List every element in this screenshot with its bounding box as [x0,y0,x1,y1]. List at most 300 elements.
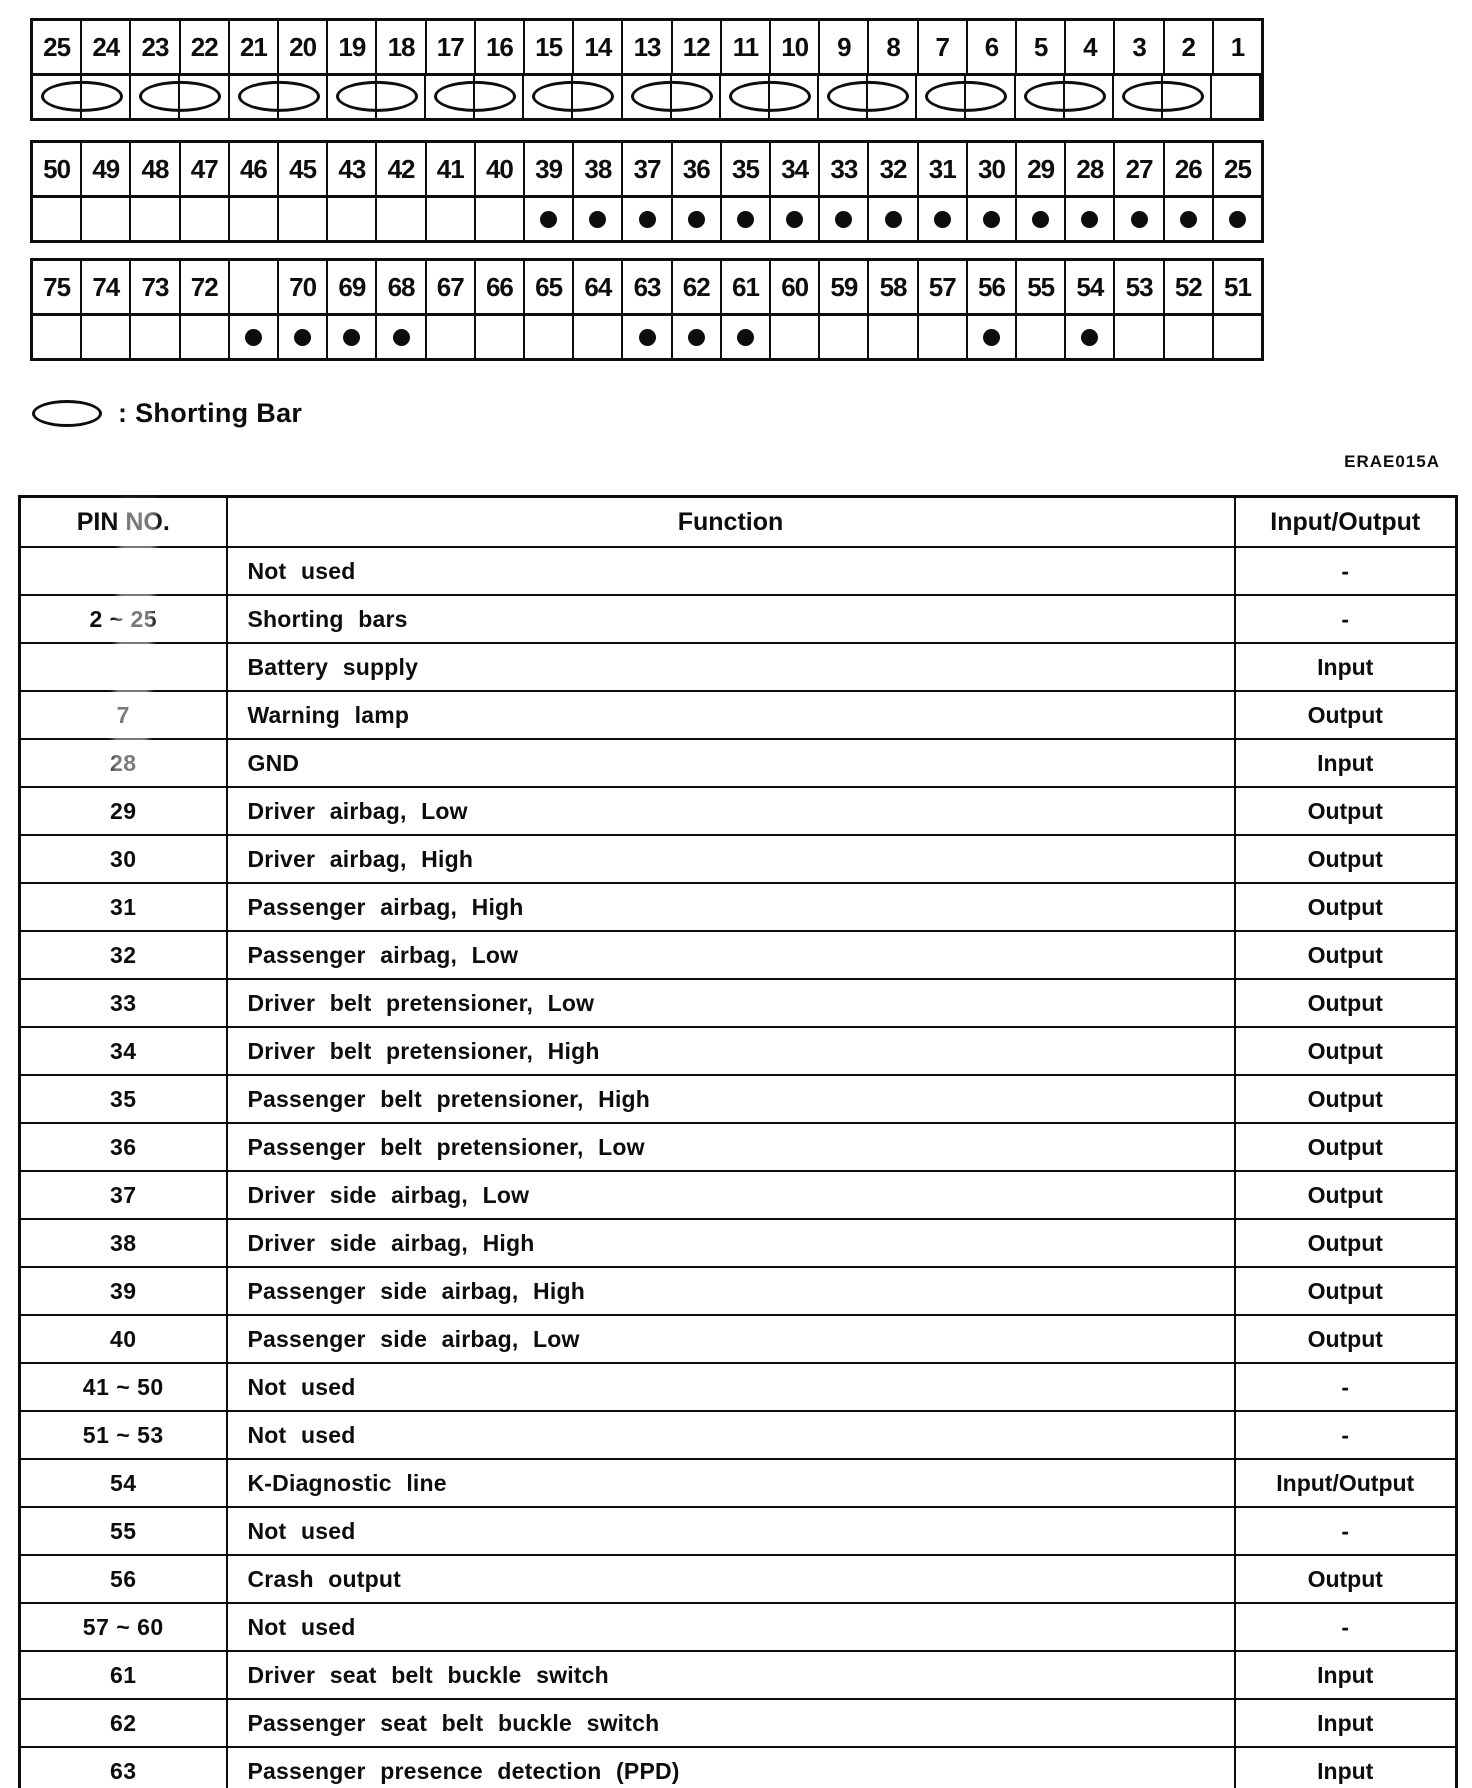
pin-symbol-cell [771,198,820,240]
pin-number-cell [279,21,328,73]
pin-symbol-cell [1066,316,1115,358]
pin-number-cell [1115,261,1164,313]
shorting-bar-icon [336,81,418,112]
pin-number-cell [869,143,918,195]
pin-number-cell [1066,261,1115,313]
pin-number: 41 [436,153,464,184]
pin-number-cell [427,21,476,73]
pin-number-cell [377,261,426,313]
used-pin-dot-icon [983,211,1000,228]
used-pin-dot-icon [688,211,705,228]
function-cell: Not used [227,1363,1235,1411]
pin-no-cell: 32 [20,931,227,979]
table-row [20,1123,1457,1171]
pin-number: 3 [1132,31,1146,62]
table-header-row [20,497,1457,548]
legend [32,398,302,429]
pin-number: 69 [338,271,366,302]
shorting-bar-icon [238,81,320,112]
used-pin-dot-icon [540,211,557,228]
pin-number: 70 [289,271,317,302]
pin-number-cell [919,143,968,195]
pin-symbol-cell [427,198,476,240]
pin-number-cell [1214,21,1261,73]
function-cell: Crash output [227,1555,1235,1603]
pin-number-cell [476,261,525,313]
pin-symbol-cell [82,198,131,240]
pin-no-cell: 35 [20,1075,227,1123]
pin-number: 43 [338,153,366,184]
legend-label: : Shorting Bar [118,398,303,428]
pin-symbol-cell [919,198,968,240]
pin-number: 52 [1174,271,1202,302]
pin-number-cell [1165,21,1214,73]
pin-symbol-row [33,316,1261,358]
table-row [20,691,1457,739]
pin-number: 32 [879,153,907,184]
function-cell: Not used [227,1411,1235,1459]
pin-number: 4 [1083,31,1097,62]
function-cell: Driver airbag, High [227,835,1235,883]
table-row [20,1459,1457,1507]
pin-symbol-cell [820,198,869,240]
io-cell: Output [1235,1219,1457,1267]
pin-symbol-cell [1115,198,1164,240]
pin-symbol-cell [328,316,377,358]
pin-number: 15 [535,31,563,62]
pin-number: 59 [830,271,858,302]
table-row [20,1747,1457,1788]
pin-number-cell [1214,261,1261,313]
function-cell: Passenger presence detection (PPD) [227,1747,1235,1788]
pin-no-cell [20,547,227,595]
pin-symbol-cell [1115,316,1164,358]
pin-number: 75 [43,271,71,302]
pin-symbol-row [33,198,1261,240]
table-row [20,643,1457,691]
pin-symbol-cell [623,198,672,240]
io-cell: - [1235,595,1457,643]
function-cell: GND [227,739,1235,787]
pin-number: 38 [584,153,612,184]
io-cell: Output [1235,1075,1457,1123]
function-cell: Passenger side airbag, High [227,1267,1235,1315]
used-pin-dot-icon [639,329,656,346]
function-cell: Driver airbag, Low [227,787,1235,835]
pin-number-cell [1017,261,1066,313]
shorting-bar-icon [41,81,123,112]
pin-number-cell [33,21,82,73]
used-pin-dot-icon [245,329,262,346]
pin-number: 37 [633,153,661,184]
pin-number: 11 [732,31,759,62]
pin-number-cell [1165,261,1214,313]
function-cell: Passenger airbag, Low [227,931,1235,979]
pin-number: 9 [837,31,851,62]
table-row [20,1171,1457,1219]
used-pin-dot-icon [343,329,360,346]
pin-number: 62 [682,271,710,302]
pin-number: 19 [338,31,366,62]
pin-symbol-cell [574,198,623,240]
pin-symbol-cell [722,198,771,240]
function-cell: Passenger seat belt buckle switch [227,1699,1235,1747]
pin-number-cell [869,261,918,313]
used-pin-dot-icon [1081,329,1098,346]
pin-symbol-cell [1017,198,1066,240]
function-cell: Battery supply [227,643,1235,691]
function-cell: K-Diagnostic line [227,1459,1235,1507]
pin-number-cell [673,261,722,313]
io-cell: Input [1235,739,1457,787]
pin-symbol-cell [968,316,1017,358]
connector-row-pins-1-25 [30,18,1264,121]
used-pin-dot-icon [393,329,410,346]
pin-number-cell [33,261,82,313]
pin-number: 23 [141,31,169,62]
function-cell: Driver side airbag, Low [227,1171,1235,1219]
shorting-bar-icon [925,81,1007,112]
shorting-bar-icon [434,81,516,112]
pin-no-cell: 54 [20,1459,227,1507]
table-row [20,883,1457,931]
used-pin-dot-icon [983,329,1000,346]
figure-code: ERAE015A [1344,452,1440,471]
pin-number: 58 [879,271,907,302]
pin-no-cell: 31 [20,883,227,931]
pin-number-cell [230,261,279,313]
pin-number-cell [968,261,1017,313]
pin-number: 2 [1181,31,1195,62]
pin-number: 46 [239,153,267,184]
pin-symbol-cell [377,198,426,240]
pin-number: 27 [1125,153,1153,184]
table-row [20,1651,1457,1699]
pin-number: 26 [1174,153,1202,184]
pin-number-cell [623,143,672,195]
io-cell: - [1235,1363,1457,1411]
pin-number: 68 [387,271,415,302]
pin-symbol-cell [33,316,82,358]
shorting-bar-icon [729,81,811,112]
table-row [20,1555,1457,1603]
pin-no-cell: 29 [20,787,227,835]
pin-number: 42 [387,153,415,184]
pin-number: 8 [886,31,900,62]
pin-number: 48 [141,153,169,184]
shorting-bar-icon [139,81,221,112]
pin-no-cell: 7 [20,691,227,739]
pin-number-cell [427,143,476,195]
pin-number: 49 [92,153,120,184]
used-pin-dot-icon [1131,211,1148,228]
pin-number-cell [968,21,1017,73]
pin-no-cell: 33 [20,979,227,1027]
pin-no-cell: 57 ~ 60 [20,1603,227,1651]
pin-number-cell [771,143,820,195]
pin-symbol-cell [131,198,180,240]
function-cell: Driver side airbag, High [227,1219,1235,1267]
pin-table-body [20,547,1457,1788]
pin-number-cell [377,143,426,195]
pin-number-cell [574,21,623,73]
io-cell: Output [1235,979,1457,1027]
io-cell: - [1235,1507,1457,1555]
function-cell: Warning lamp [227,691,1235,739]
pin-symbol-cell [968,198,1017,240]
pin-number: 74 [92,271,120,302]
pin-no-cell: 61 [20,1651,227,1699]
pin-symbol-cell [771,316,820,358]
pin-number-cell [771,21,820,73]
pin-number-cell [279,143,328,195]
pin-number: 7 [935,31,949,62]
function-cell: Driver belt pretensioner, High [227,1027,1235,1075]
pin-number-cell [476,143,525,195]
pin-number: 39 [535,153,563,184]
pin-number-cell [722,21,771,73]
pin-number: 65 [535,271,563,302]
shorting-bar-icon [1024,81,1106,112]
pin-number-cell [919,21,968,73]
io-cell: Input [1235,1699,1457,1747]
pin-number: 60 [781,271,809,302]
pin-number: 21 [239,31,267,62]
shorting-bar-icon [1122,81,1204,112]
io-cell: Output [1235,1267,1457,1315]
pin-number-cell [968,143,1017,195]
used-pin-dot-icon [1180,211,1197,228]
pin-symbol-cell [131,316,180,358]
pin-number: 1 [1230,31,1245,62]
pin-symbol-cell [476,198,525,240]
used-pin-dot-icon [294,329,311,346]
pin-number: 47 [190,153,218,184]
used-pin-dot-icon [737,329,754,346]
pin-symbol-cell [1017,316,1066,358]
pin-symbol-cell [722,316,771,358]
pin-number-cell [820,21,869,73]
pin-no-cell: 56 [20,1555,227,1603]
pin-number: 25 [43,31,71,62]
shorting-bar-icon [32,400,102,427]
function-cell: Passenger airbag, High [227,883,1235,931]
pin-number: 61 [731,271,759,302]
pin-number-cell [279,261,328,313]
pin-number: 66 [485,271,513,302]
pin-number-cell [623,21,672,73]
pin-number: 57 [928,271,956,302]
pin-number-cell [230,143,279,195]
table-row [20,931,1457,979]
pin-number: 29 [1027,153,1055,184]
used-pin-dot-icon [1032,211,1049,228]
io-cell: - [1235,1603,1457,1651]
pin-no-cell: 37 [20,1171,227,1219]
shorting-bar-icon [532,81,614,112]
pin-number: 40 [485,153,513,184]
pin-symbol-cell [230,198,279,240]
pin-number-cell [230,21,279,73]
used-pin-dot-icon [934,211,951,228]
connector-row-pins-51-75 [30,258,1264,361]
pin-number: 63 [633,271,661,302]
pin-number: 25 [1224,153,1251,184]
function-cell: Not used [227,1507,1235,1555]
pin-number: 31 [928,153,956,184]
pin-number-cell [1115,143,1164,195]
table-row [20,1411,1457,1459]
pin-number: 5 [1033,31,1048,62]
pin-number-cell [771,261,820,313]
pin-number: 14 [584,31,612,62]
pin-symbol-cell [869,316,918,358]
function-cell: Passenger belt pretensioner, Low [227,1123,1235,1171]
pin-number-cell [82,21,131,73]
pin-number-cell [131,143,180,195]
io-cell: Output [1235,787,1457,835]
pin-symbol-cell [673,316,722,358]
pin-no-cell: 39 [20,1267,227,1315]
shorting-bar-icon [827,81,909,112]
pin-number: 64 [584,271,612,302]
io-cell: Output [1235,835,1457,883]
table-row [20,547,1457,595]
pin-number: 28 [1076,153,1104,184]
io-cell: Input [1235,1651,1457,1699]
io-cell: Output [1235,1123,1457,1171]
pin-number: 73 [141,271,169,302]
pin-number: 34 [781,153,809,184]
pin-no-cell: 28 [20,739,227,787]
io-cell: Input [1235,1747,1457,1788]
used-pin-dot-icon [786,211,803,228]
pin-number: 54 [1076,271,1104,302]
pin-number: 53 [1125,271,1153,302]
pin-number: 22 [190,31,218,62]
pin-number-cell [181,143,230,195]
pin-symbol-cell [1165,198,1214,240]
table-row [20,595,1457,643]
pin-no-cell: 30 [20,835,227,883]
pin-symbol-cell [869,198,918,240]
pin-number: 10 [781,31,809,62]
pin-number: 13 [633,31,661,62]
pin-number-cell [131,21,180,73]
pin-symbol-cell [525,316,574,358]
table-row [20,835,1457,883]
pin-symbol-cell [230,316,279,358]
header-function: Function [227,497,1235,548]
table-row [20,1027,1457,1075]
pin-number: 51 [1224,271,1251,302]
pin-symbol-cell [1165,316,1214,358]
pin-no-cell: 51 ~ 53 [20,1411,227,1459]
pin-symbol-cell [328,198,377,240]
pin-symbol-row [33,76,1261,118]
pin-symbol-cell [1214,316,1261,358]
pin-number: 30 [978,153,1005,184]
io-cell: - [1235,1411,1457,1459]
pin-number: 16 [485,31,513,62]
pin-symbol-cell [377,316,426,358]
pin-number: 33 [830,153,858,184]
used-pin-dot-icon [589,211,606,228]
table-row [20,1699,1457,1747]
pin-number-cell [476,21,525,73]
used-pin-dot-icon [885,211,902,228]
table-row [20,1267,1457,1315]
io-cell: Output [1235,1171,1457,1219]
pin-number: 35 [731,153,759,184]
used-pin-dot-icon [1081,211,1098,228]
header-input-output: Input/Output [1235,497,1457,548]
pin-number-cell [525,143,574,195]
pin-number: 45 [289,153,317,184]
function-cell: Passenger side airbag, Low [227,1315,1235,1363]
pin-symbol-cell [82,316,131,358]
pin-symbol-cell [1214,198,1261,240]
function-cell: Shorting bars [227,595,1235,643]
table-row [20,1363,1457,1411]
io-cell: Output [1235,883,1457,931]
pin-no-cell: 55 [20,1507,227,1555]
pin-number-cell [33,143,82,195]
pin-number-cell [722,261,771,313]
pin-number-cell [525,261,574,313]
pin-symbol-cell [1066,198,1115,240]
pin-symbol-cell [1212,76,1261,118]
table-row [20,979,1457,1027]
used-pin-dot-icon [1229,211,1246,228]
pin-symbol-cell [427,316,476,358]
pin-symbol-cell [525,198,574,240]
table-row [20,787,1457,835]
pin-number: 72 [190,271,218,302]
pin-number-cell [82,143,131,195]
pin-number-row [33,143,1261,198]
function-cell: Passenger belt pretensioner, High [227,1075,1235,1123]
header-pin-no: PIN NO. [20,497,227,548]
pin-number: 18 [387,31,415,62]
table-row [20,1507,1457,1555]
pin-number-cell [328,261,377,313]
pin-number-cell [1066,143,1115,195]
table-row [20,1315,1457,1363]
function-cell: Driver seat belt buckle switch [227,1651,1235,1699]
pin-symbol-cell [820,316,869,358]
pin-number-cell [131,261,180,313]
function-cell: Not used [227,547,1235,595]
pin-number-cell [181,21,230,73]
pin-function-table [18,495,1458,1788]
pin-number-cell [919,261,968,313]
pin-number-cell [181,261,230,313]
pin-number-cell [1115,21,1164,73]
pin-symbol-cell [673,198,722,240]
connector-row-pins-25-50 [30,140,1264,243]
pin-number-cell [869,21,918,73]
pin-number-cell [820,261,869,313]
io-cell: Output [1235,1315,1457,1363]
shorting-bar-icon [631,81,713,112]
pin-no-cell [20,643,227,691]
pin-no-cell: 2 ~ 25 [20,595,227,643]
pin-symbol-cell [623,316,672,358]
used-pin-dot-icon [639,211,656,228]
pin-number-row [33,21,1261,76]
pin-number-cell [820,143,869,195]
